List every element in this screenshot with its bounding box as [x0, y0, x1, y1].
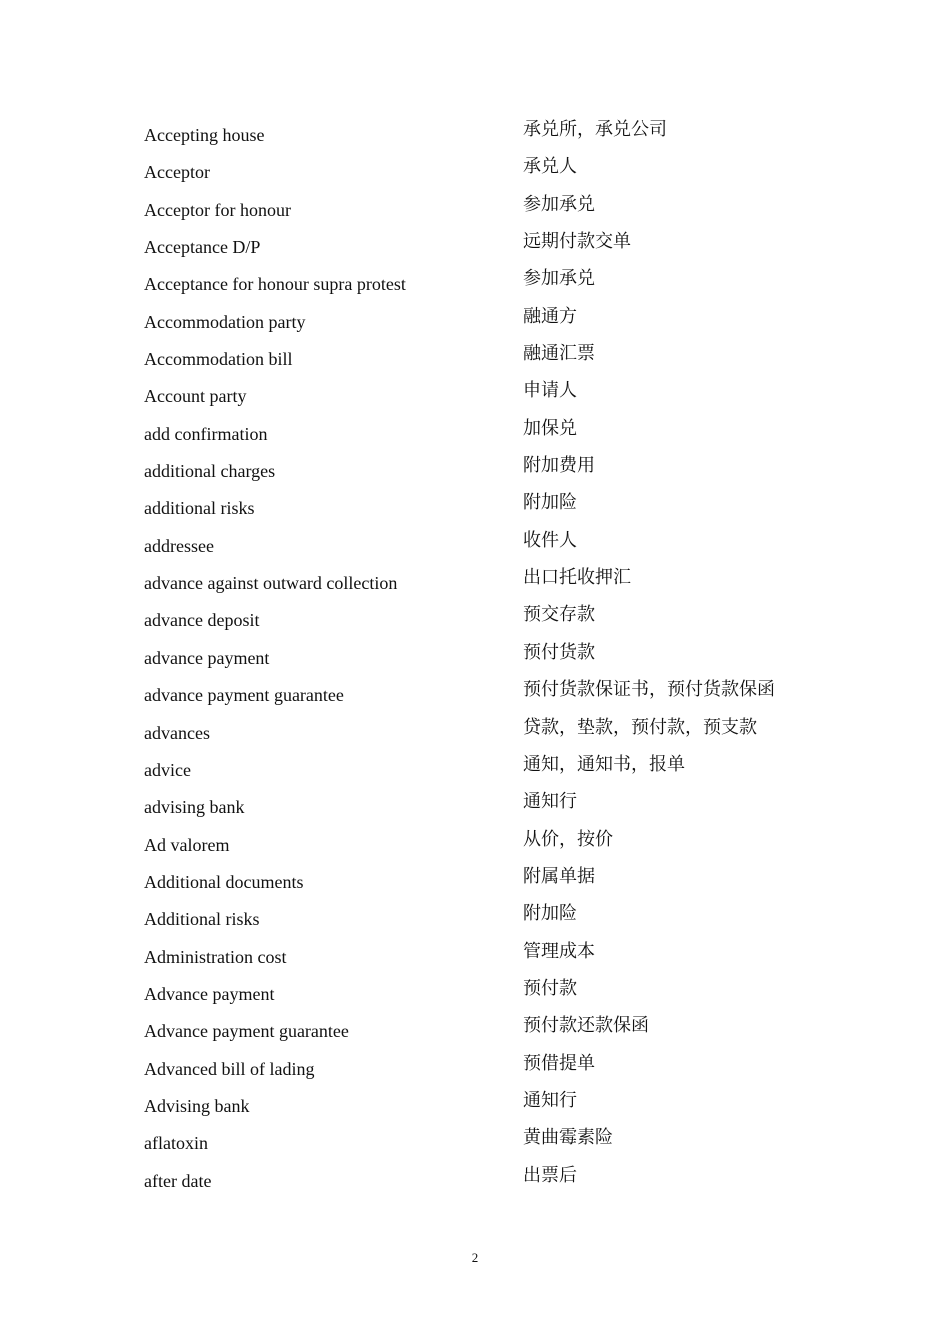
glossary-term: Advanced bill of lading: [144, 1058, 315, 1079]
glossary-translation: 参加承兑: [523, 268, 595, 290]
glossary-translation: 贷款，垫款，预付款，预支款: [523, 716, 757, 738]
glossary-term: Ad valorem: [144, 834, 230, 855]
glossary-entry: [144, 1122, 844, 1159]
page-number: 2: [471, 1250, 479, 1265]
glossary-translation: 通知行: [523, 1089, 577, 1111]
glossary-entry: [144, 861, 844, 898]
glossary-translation: 预付款: [523, 977, 577, 999]
glossary-entry: [144, 151, 844, 188]
glossary-translation: 从价，按价: [523, 828, 613, 850]
glossary-entry: [144, 936, 844, 973]
glossary-entry: [144, 114, 844, 151]
glossary-term: Advance payment guarantee: [144, 1021, 349, 1042]
glossary-term: advances: [144, 722, 210, 743]
glossary-translation: 附加费用: [523, 455, 595, 477]
glossary-translation: 承兑所，承兑公司: [523, 119, 667, 140]
glossary-term: advice: [144, 759, 191, 780]
glossary-term: Accommodation party: [144, 311, 306, 332]
glossary-entry: [144, 226, 844, 263]
glossary-translation: 收件人: [523, 529, 577, 551]
glossary-translation: 出票后: [523, 1164, 577, 1186]
glossary-entry: [144, 301, 844, 338]
glossary-entry: [144, 786, 844, 823]
glossary-term: advance payment guarantee: [144, 685, 344, 706]
glossary-term: additional risks: [144, 498, 255, 519]
glossary-translation: 附属单据: [523, 865, 595, 887]
glossary-entry: [144, 263, 844, 300]
glossary-translation: 通知行: [523, 791, 577, 813]
glossary-entry: [144, 674, 844, 711]
glossary-translation: 出口托收押汇: [523, 567, 631, 589]
glossary-term: Acceptance D/P: [144, 237, 261, 258]
glossary-translation: 附加险: [523, 492, 577, 514]
glossary-term: addressee: [144, 535, 214, 556]
glossary-term: Additional risks: [144, 909, 260, 930]
glossary-translation: 融通汇票: [523, 343, 595, 365]
glossary-term: after date: [144, 1170, 212, 1191]
glossary-entry: [144, 973, 844, 1010]
glossary-term: Administration cost: [144, 946, 287, 967]
glossary-entry: [144, 749, 844, 786]
glossary-translation: 申请人: [523, 380, 577, 402]
glossary-entry: [144, 562, 844, 599]
glossary-translation: 预借提单: [523, 1052, 595, 1074]
glossary-term: advance against outward collection: [144, 573, 398, 594]
glossary-term: Additional documents: [144, 871, 304, 892]
glossary-entry: [144, 637, 844, 674]
glossary-entry: [144, 189, 844, 226]
glossary-translation: 预付货款: [523, 641, 595, 663]
glossary-entry: [144, 712, 844, 749]
glossary-entry: [144, 525, 844, 562]
glossary-term: Account party: [144, 386, 247, 407]
glossary-list: [144, 114, 844, 1197]
glossary-entry: [144, 1048, 844, 1085]
glossary-translation: 预付款还款保函: [523, 1015, 649, 1037]
glossary-entry: [144, 824, 844, 861]
glossary-entry: [144, 450, 844, 487]
glossary-term: Accommodation bill: [144, 349, 293, 370]
glossary-entry: [144, 1085, 844, 1122]
glossary-term: advising bank: [144, 797, 245, 818]
glossary-term: additional charges: [144, 461, 276, 482]
glossary-entry: [144, 898, 844, 935]
glossary-entry: [144, 413, 844, 450]
glossary-translation: 管理成本: [523, 940, 595, 962]
glossary-term: Acceptance for honour supra protest: [144, 274, 406, 295]
glossary-translation: 融通方: [523, 305, 577, 327]
glossary-entry: [144, 1160, 844, 1197]
glossary-term: Advising bank: [144, 1095, 250, 1116]
glossary-term: add confirmation: [144, 423, 268, 444]
glossary-translation: 预付货款保证书，预付货款保函: [523, 679, 775, 701]
glossary-term: Acceptor for honour: [144, 199, 291, 220]
glossary-entry: [144, 1010, 844, 1047]
glossary-entry: [144, 375, 844, 412]
glossary-entry: [144, 599, 844, 636]
glossary-translation: 远期付款交单: [523, 231, 631, 253]
glossary-translation: 承兑人: [523, 156, 577, 178]
glossary-translation: 黄曲霉素险: [523, 1127, 613, 1149]
glossary-translation: 加保兑: [523, 417, 577, 439]
glossary-translation: 预交存款: [523, 604, 595, 626]
glossary-term: advance payment: [144, 647, 270, 668]
glossary-term: aflatoxin: [144, 1133, 208, 1154]
glossary-entry: [144, 487, 844, 524]
glossary-term: Accepting house: [144, 125, 265, 145]
glossary-term: advance deposit: [144, 610, 260, 631]
glossary-translation: 参加承兑: [523, 193, 595, 215]
glossary-term: Acceptor: [144, 162, 210, 183]
glossary-entry: [144, 338, 844, 375]
glossary-term: Advance payment: [144, 983, 275, 1004]
glossary-translation: 附加险: [523, 903, 577, 925]
glossary-translation: 通知，通知书，报单: [523, 753, 685, 775]
